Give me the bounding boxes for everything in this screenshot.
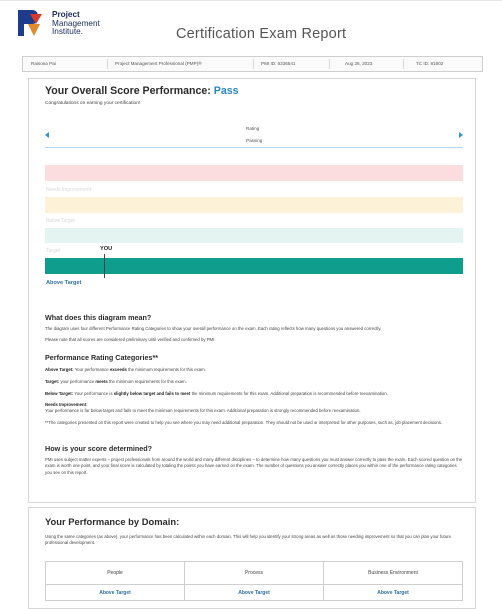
category-text: Your performance is far below target and fails to meet the minimum requirements for this exam. Additional preparation is strongly recommended before reexamination.	[45, 408, 361, 414]
domain-header-row	[46, 562, 463, 585]
category-label: Below Target:	[45, 391, 74, 396]
info-divider	[253, 59, 254, 69]
domain-rating-process: Above Target	[185, 585, 324, 601]
domain-name-people: People	[46, 562, 185, 585]
category-needs-improvement	[45, 402, 463, 415]
domain-name-business-environment: Business Environment	[324, 562, 463, 585]
category-label: Target:	[45, 379, 60, 384]
congrats-text: Congratulations on earning your certification!	[45, 101, 141, 106]
category-text: your performance	[60, 379, 95, 384]
category-target	[45, 379, 463, 385]
you-marker-label: YOU	[100, 246, 113, 252]
you-marker-line	[104, 254, 105, 278]
label-above-target: Above Target	[46, 280, 82, 286]
info-divider	[329, 59, 330, 69]
categories-footnote: **The categories presented on this report were created to help you see where you may need additional preparation. They should not be used or interpreted for other purposes, such as, job placement decisions.	[45, 420, 443, 425]
category-text: the minimum requirements for this exam.	[128, 367, 206, 372]
report-title: Certification Exam Report	[176, 26, 347, 42]
logo-wordmark	[52, 11, 100, 37]
score-paragraph: PMI uses subject matter experts – project professionals from around the world and many different disciplines – to determine how many questions you must answer correctly to pass the exam. Each scored question on the exam is worth one point, and your final score is calculated by totaling the points you have earned on the exam. The number of questions you answer correctly places you within one of the performance rating categories you see on this report.	[45, 457, 463, 475]
category-emphasis: meets	[95, 379, 108, 384]
overall-score-heading	[45, 85, 239, 97]
logo-line-3: Institute.	[52, 27, 83, 37]
diagram-paragraph-2: Please note that all scores are considered preliminary until verified and confirmed by PMI.	[45, 337, 216, 342]
exam-name: Project Management Professional (PMP)®	[115, 61, 202, 66]
overall-heading-text: Your Overall Score Performance:	[45, 85, 211, 97]
info-divider	[403, 59, 404, 69]
category-text: the minimum requirements for this exam. Additional preparation is recommended before reexamination.	[191, 391, 388, 396]
pmi-id: PMI ID: 6336541	[261, 61, 296, 66]
category-above-target	[45, 367, 463, 373]
logo-line-2: Management	[52, 18, 100, 28]
top-rule	[0, 0, 502, 1]
arrow-right-icon	[459, 132, 463, 138]
band-target	[45, 228, 463, 243]
passing-label: Passing	[246, 138, 263, 143]
category-text: Your performance	[74, 367, 109, 372]
candidate-info-bar	[22, 56, 483, 72]
domain-name-process: Process	[185, 562, 324, 585]
logo-line-1: Project	[52, 10, 80, 19]
domain-paragraph: Using the same categories (as above), your performance has been calculated within each domain. This will help you identify your strong areas as well as those needing improvement so that you can plan your future professional development.	[45, 534, 451, 546]
pmi-logo-icon	[18, 10, 42, 36]
label-target: Target	[46, 248, 60, 254]
diagram-paragraph-1: The diagram uses four different Performance Rating Categories to show your overall performance on the exam. Each rating reflects how many questions you answered correctly.	[45, 326, 382, 331]
categories-heading: Performance Rating Categories**	[45, 353, 159, 362]
diagram-heading: What does this diagram mean?	[45, 313, 152, 322]
domain-heading: Your Performance by Domain:	[45, 516, 180, 527]
rating-label: Rating	[246, 126, 260, 131]
category-below-target	[45, 391, 463, 397]
exam-date: Aug 26, 2023	[345, 61, 373, 66]
score-heading: How is your score determined?	[45, 444, 153, 453]
domain-table	[45, 561, 463, 601]
category-text: the minimum requirements for this exam.	[108, 379, 187, 384]
category-emphasis: slightly below target and fails to meet	[113, 391, 191, 396]
label-needs-improvement: Needs Improvement	[46, 187, 92, 193]
band-above-target	[45, 258, 463, 274]
label-below-target: Below Target	[46, 218, 75, 224]
band-below-target	[45, 197, 463, 213]
passing-line	[45, 147, 463, 148]
info-divider	[107, 59, 108, 69]
arrow-left-icon	[45, 132, 49, 138]
tc-id: TC ID: 81602	[416, 61, 444, 66]
overall-result: Pass	[213, 85, 239, 97]
candidate-name: Raisona Pai	[31, 61, 56, 66]
category-label: Needs Improvement:	[45, 402, 88, 407]
category-emphasis: exceeds	[109, 367, 127, 372]
category-label: Above Target:	[45, 367, 74, 372]
category-text: Your performance is	[74, 391, 113, 396]
domain-rating-row	[46, 585, 463, 601]
domain-rating-people: Above Target	[46, 585, 185, 601]
domain-rating-business-environment: Above Target	[324, 585, 463, 601]
band-needs-improvement	[45, 165, 463, 181]
